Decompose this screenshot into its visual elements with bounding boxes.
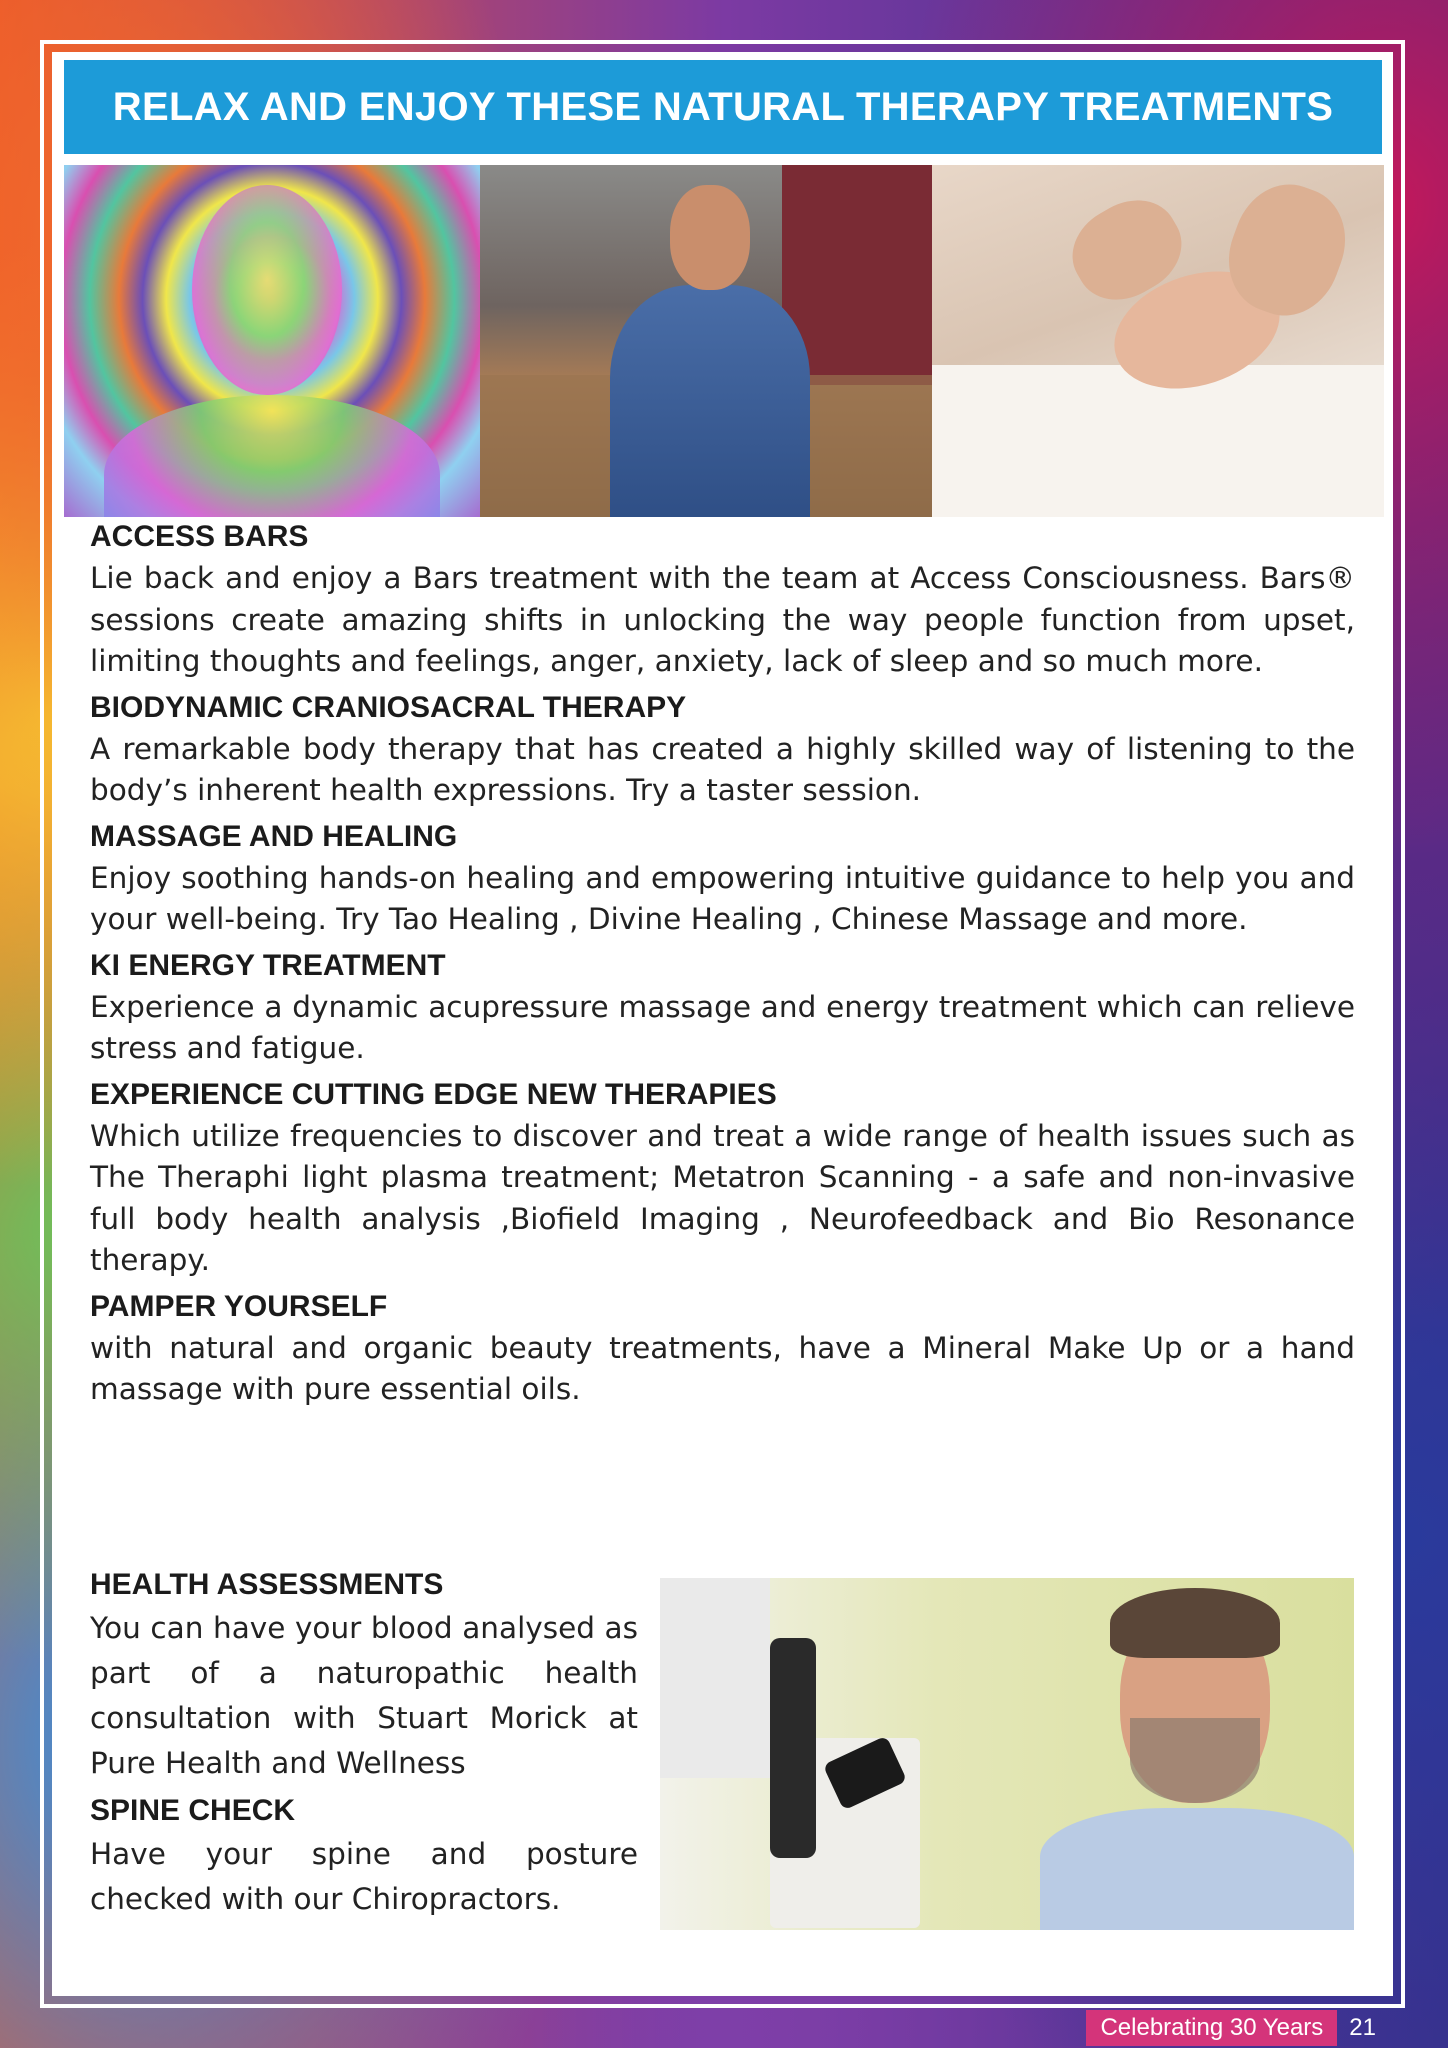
doctor-hair-shape [1110,1588,1280,1658]
doctor-shirt-shape [1040,1808,1354,1930]
treatments-list [90,520,1355,1419]
section-heading: SPINE CHECK [90,1794,296,1827]
page-number: 21 [1349,2014,1376,2041]
section-body: Which utilize frequencies to discover and treat a wide range of health issues such as The Theraphi light plasma treatment; Metatron Scanning - a safe and non-invasive full body health analysis ,Biofield Imaging , Neurofeedback and Bio Resonance therapy. [90,1118,1355,1277]
doctor-photo [660,1578,1354,1930]
section-heading: PAMPER YOURSELF [90,1289,388,1323]
bottom-text-column [90,1568,638,1930]
section-body: Enjoy soothing hands-on healing and empowering intuitive guidance to help you and your well-being. Try Tao Healing , Divine Healing , Chinese Massage and more. [90,860,1355,936]
shelf-shape [660,1578,770,1778]
aura-head-shape [192,185,342,395]
section-heading: BIODYNAMIC CRANIOSACRAL THERAPY [90,690,687,724]
healing-photo [932,165,1384,517]
aura-body-shape [104,395,440,517]
microscope-arm-shape [770,1638,816,1858]
aura-photo [64,165,480,517]
section-heading: KI ENERGY TREATMENT [90,948,446,982]
section-heading: HEALTH ASSESSMENTS [90,1568,444,1601]
section-heading: EXPERIENCE CUTTING EDGE NEW THERAPIES [90,1077,777,1111]
photo-strip [64,165,1384,517]
page-title: RELAX AND ENJOY THESE NATURAL THERAPY TREATMENTS [112,84,1334,129]
section-body: Lie back and enjoy a Bars treatment with the team at Access Consciousness. Bars® sessions create amazing shifts in unlocking the way people function from upset, limiting thoughts and feelings, anger, anxiety, lack of sleep and so much more. [90,561,1355,678]
shirt-shape [610,285,810,517]
section-body: Experience a dynamic acupressure massage and energy treatment which can relieve stress and fatigue. [90,989,1355,1065]
section-heading: MASSAGE AND HEALING [90,819,458,853]
section-body: Have your spine and posture checked with our Chiropractors. [90,1837,638,1916]
therapist-photo [480,165,932,517]
title-banner [64,60,1382,154]
page-footer [1086,2010,1376,2046]
doctor-beard-shape [1130,1718,1260,1803]
section-body: with natural and organic beauty treatments, have a Mineral Make Up or a hand massage with pure essential oils. [90,1330,1355,1406]
pillow-shape [932,365,1384,517]
section-body: A remarkable body therapy that has created a highly skilled way of listening to the body’s inherent health expressions. Try a taster session. [90,731,1355,807]
section-body: You can have your blood analysed as part of a naturopathic health consultation with Stuart Morick at Pure Health and Wellness [90,1611,638,1780]
face-shape [670,185,750,290]
section-heading: ACCESS BARS [90,520,309,553]
footer-tagline: Celebrating 30 Years [1086,2010,1337,2046]
